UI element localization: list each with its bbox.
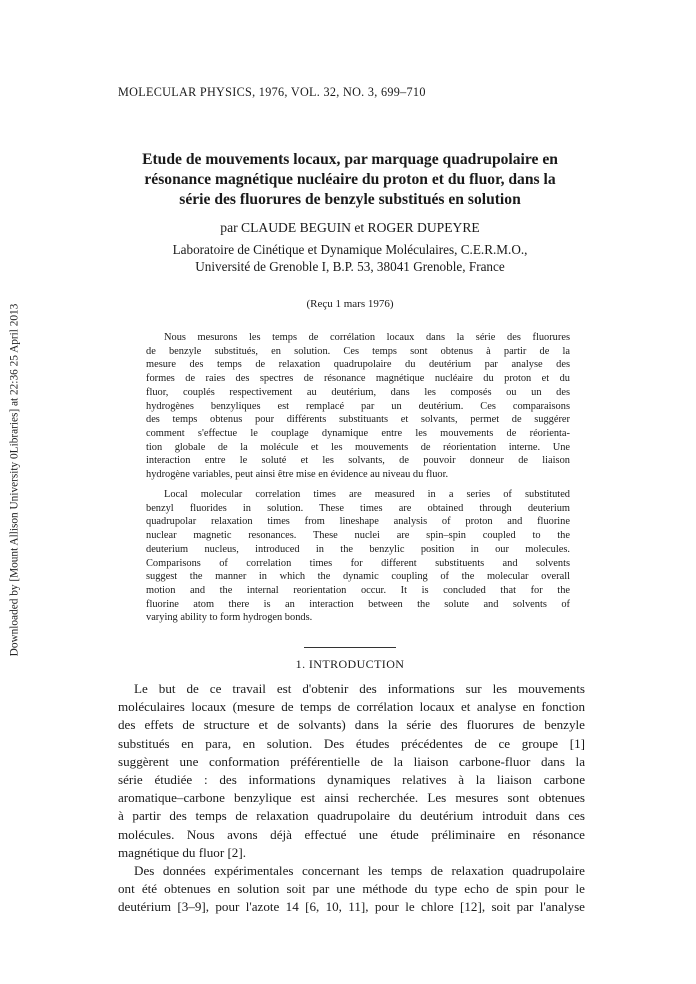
abstract-line: motion and the internal reorientation occur. It is concluded that for the bbox=[146, 584, 570, 596]
abstract-line: des temps obtenus pour différents substituants et solvants, permet de suggérer bbox=[146, 414, 570, 426]
body-line: Le but de ce travail est d'obtenir des informations sur les mouvements bbox=[134, 681, 585, 696]
abstract-line: formes de raies des spectres de résonance magnétique nucléaire du proton et du bbox=[146, 373, 570, 385]
abstract-line: nuclear magnetic resonances. These nuclei are spin–spin coupled to the bbox=[146, 530, 570, 542]
section-divider bbox=[304, 647, 396, 648]
abstract-english bbox=[146, 488, 570, 625]
authors: par CLAUDE BEGUIN et ROGER DUPEYRE bbox=[220, 220, 480, 235]
affiliation-line: Université de Grenoble I, B.P. 53, 38041 Grenoble, France bbox=[195, 259, 505, 274]
abstract-line: fluor, couplés respectivement au deutérium, dans les composés ou un des bbox=[146, 386, 570, 398]
body-line: moléculaires locaux (mesure de temps de corrélation locaux et analyse en fonction bbox=[118, 699, 585, 715]
body-line: Des données expérimentales concernant les temps de relaxation quadrupolaire bbox=[134, 863, 585, 879]
article-title bbox=[110, 150, 590, 210]
abstract-line: comment s'effectue le couplage dynamique entre les mouvements de réorienta- bbox=[146, 427, 570, 439]
abstract-french bbox=[146, 331, 570, 482]
abstract-line: interaction entre le soluté et les solvants, de pouvoir donneur de liaison bbox=[146, 455, 570, 467]
abstract-line: Comparisons of correlation times for different substituents and solvents bbox=[146, 557, 570, 569]
body-line: à partir des temps de relaxation quadrupolaire du deutérium introduit dans ces bbox=[118, 808, 585, 824]
abstract-line: hydrogène variables, peut ainsi être mise en évidence au niveau du fluor. bbox=[146, 469, 449, 481]
abstract-line: quadrupolar relaxation times from lineshape analysis of proton and fluorine bbox=[146, 516, 570, 528]
affiliation bbox=[110, 241, 590, 275]
download-watermark bbox=[3, 270, 25, 690]
section-heading: 1. INTRODUCTION bbox=[295, 657, 405, 671]
affiliation-line: Laboratoire de Cinétique et Dynamique Moléculaires, C.E.R.M.O., bbox=[172, 242, 528, 257]
body-line: série étudiée : des informations dynamiques relatives à la liaison carbone bbox=[118, 772, 585, 788]
body-line: aromatique–carbone benzylique est ainsi recherchée. Les mesures sont obtenues bbox=[118, 790, 585, 806]
title-line: Etude de mouvements locaux, par marquage quadrupolaire en bbox=[142, 151, 558, 168]
title-line: série des fluorures de benzyle substitués en solution bbox=[179, 191, 521, 208]
body-line: molécules. Nous avons déjà effectué une étude préliminaire en résonance bbox=[118, 826, 585, 842]
running-head: MOLECULAR PHYSICS, 1976, VOL. 32, NO. 3, 699–710 bbox=[118, 85, 426, 99]
abstract-line: tion globale de la molécule et les mouvements de réorientation interne. Une bbox=[146, 441, 570, 453]
title-line: résonance magnétique nucléaire du proton et du fluor, dans la bbox=[144, 171, 556, 188]
abstract-line: benzyl fluorides in solution. These times are obtained through deuterium bbox=[146, 502, 570, 514]
abstract-line: Nous mesurons les temps de corrélation locaux dans la série des fluorures bbox=[164, 332, 570, 343]
introduction-text bbox=[118, 680, 585, 917]
abstract-line: de benzyle substitués, en solution. Ces temps sont obtenus à partir de la bbox=[146, 345, 570, 357]
abstract-line: deuterium nucleus, introduced in the benzylic position in our molecules. bbox=[146, 543, 570, 555]
abstract-line: fluorine atom there is an interaction between the solute and solvents of bbox=[146, 598, 570, 610]
body-line: ont été obtenues en solution soit par une méthode du type echo de spin pour le bbox=[118, 881, 585, 897]
body-line: magnétique du fluor [2]. bbox=[118, 844, 246, 860]
abstract-line: suggest the manner in which the dynamic coupling of the molecular overall bbox=[146, 571, 570, 583]
body-line: deutérium [3–9], pour l'azote 14 [6, 10, 11], pour le chlore [12], soit par l'analyse bbox=[118, 899, 585, 915]
body-line: des effets de structure et de solvants) dans la série des fluorures de benzyle bbox=[118, 717, 585, 733]
abstract-line: hydrogènes benzyliques est remplacé par un deutérium. Ces comparaisons bbox=[146, 400, 570, 412]
abstract-line: Local molecular correlation times are measured in a series of substituted bbox=[164, 489, 570, 500]
abstract-line: varying ability to form hydrogen bonds. bbox=[146, 612, 313, 624]
received-date: (Reçu 1 mars 1976) bbox=[306, 298, 394, 310]
body-line: substitués en para, en solution. Des études précédentes de ce groupe [1] bbox=[118, 735, 585, 751]
body-line: suggèrent une conformation préférentielle de la liaison carbone-fluor dans la bbox=[118, 753, 585, 769]
abstract-line: mesure des temps de relaxation quadrupolaire du deutérium par analyse des bbox=[146, 359, 570, 371]
download-note: Downloaded by [Mount Allison University 0Libraries] at 22:36 25 April 2013 bbox=[8, 303, 20, 657]
